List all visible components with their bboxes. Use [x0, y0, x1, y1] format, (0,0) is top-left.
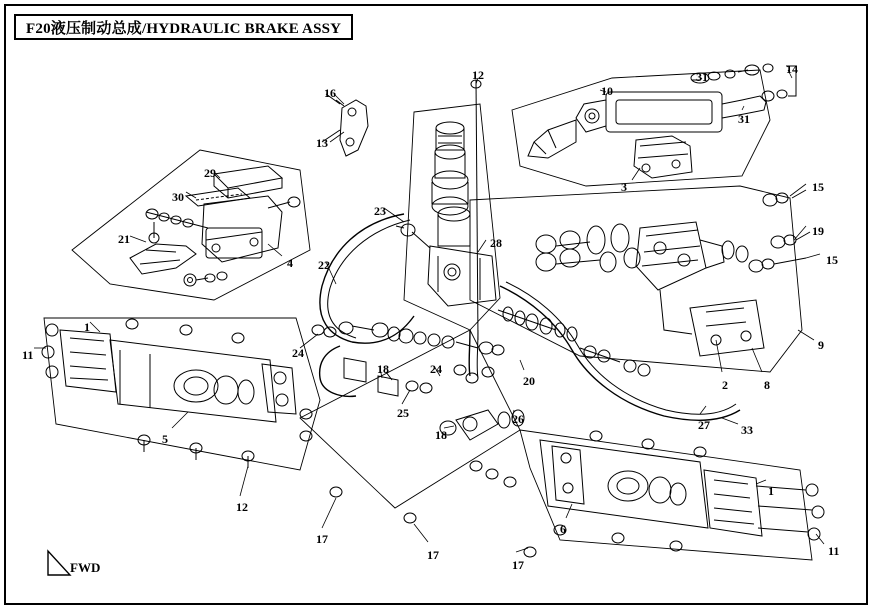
callout-24a: 24: [292, 346, 304, 360]
callout-28: 28: [490, 236, 502, 250]
fwd-orientation-marker: [44, 545, 100, 579]
callout-17c: 17: [512, 558, 524, 572]
callout-1b: 1: [768, 484, 774, 498]
callout-15b: 15: [826, 253, 838, 267]
svg-text:FWD: FWD: [70, 560, 100, 575]
callout-25: 25: [397, 406, 409, 420]
callout-22: 22: [318, 258, 330, 272]
page-title: F20液压制动总成/HYDRAULIC BRAKE ASSY: [26, 20, 342, 37]
callout-12b: 12: [236, 500, 248, 514]
callout-2: 2: [722, 378, 728, 392]
callout-21: 21: [118, 232, 130, 246]
diagram-title-box: [14, 14, 353, 40]
callout-31b: 31: [738, 112, 750, 126]
callout-11a: 11: [22, 348, 34, 362]
callout-8: 8: [764, 378, 770, 392]
callout-17b: 17: [427, 548, 439, 562]
callout-10: 10: [601, 84, 613, 98]
callout-5: 5: [162, 432, 168, 446]
callout-12a: 12: [472, 68, 484, 82]
callout-17a: 17: [316, 532, 328, 546]
callout-1a: 1: [84, 320, 90, 334]
callout-18a: 18: [377, 362, 389, 376]
callout-24b: 24: [430, 362, 442, 376]
callout-27: 27: [698, 418, 710, 432]
callout-18b: 18: [435, 428, 447, 442]
callout-14: 14: [786, 62, 798, 76]
callout-26: 26: [512, 412, 524, 426]
callout-3: 3: [621, 180, 627, 194]
callout-13: 13: [316, 136, 328, 150]
callout-20: 20: [523, 374, 535, 388]
callout-19: 19: [812, 224, 824, 238]
callout-23: 23: [374, 204, 386, 218]
callout-29: 29: [204, 166, 216, 180]
callout-30: 30: [172, 190, 184, 204]
callout-9: 9: [818, 338, 824, 352]
callout-33: 33: [741, 423, 753, 437]
callout-31a: 31: [696, 70, 708, 84]
callout-6: 6: [560, 522, 566, 536]
callout-11b: 11: [828, 544, 840, 558]
callout-15a: 15: [812, 180, 824, 194]
callout-16a: 16: [324, 86, 336, 100]
callout-4: 4: [287, 256, 293, 270]
